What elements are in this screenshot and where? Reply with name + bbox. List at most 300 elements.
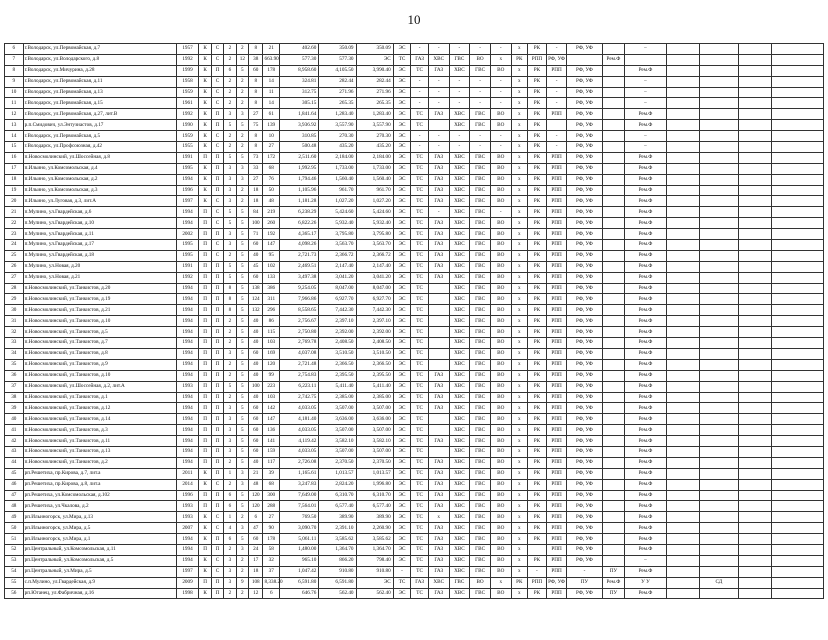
table-cell: ЭС	[393, 152, 411, 163]
table-cell	[602, 174, 625, 185]
table-row	[5, 436, 824, 447]
table-cell: х	[511, 501, 528, 512]
table-body	[5, 44, 824, 599]
row-number-cell: 21	[5, 207, 24, 218]
address-cell: п.Новосмолинский, ул.Танкистов, д.10	[23, 370, 176, 381]
table-cell: ТС	[411, 348, 429, 359]
table-cell	[739, 44, 772, 55]
table-cell	[772, 490, 824, 501]
table-cell	[772, 446, 824, 457]
table-cell	[699, 196, 738, 207]
table-cell: 2,721.73	[280, 250, 319, 261]
table-cell	[666, 65, 699, 76]
table-cell	[772, 152, 824, 163]
table-cell: П	[211, 392, 223, 403]
table-cell: ХВС	[449, 490, 470, 501]
table-cell: РПП	[546, 163, 567, 174]
table-cell: ЭС	[356, 577, 393, 588]
table-cell: 6	[224, 490, 236, 501]
table-cell: -	[428, 87, 449, 98]
table-cell: РК	[528, 44, 547, 55]
table-cell: 5	[236, 294, 248, 305]
table-cell: 2,184.00	[319, 152, 356, 163]
table-cell: РФ, УФ	[567, 152, 602, 163]
table-cell: х	[511, 370, 528, 381]
table-cell: П	[199, 490, 211, 501]
table-cell	[602, 327, 625, 338]
table-cell: 270.30	[356, 131, 393, 142]
table-cell: 3	[236, 174, 248, 185]
table-cell: Рем.Ф	[625, 294, 666, 305]
table-cell: РПП	[546, 327, 567, 338]
table-cell: ГВС	[470, 381, 491, 392]
table-cell: 8,958.60	[280, 65, 319, 76]
table-cell	[602, 403, 625, 414]
page-number: 10	[407, 12, 421, 27]
table-cell	[699, 152, 738, 163]
table-cell: 5	[236, 250, 248, 261]
table-cell	[666, 229, 699, 240]
table-cell: 6	[249, 512, 263, 523]
table-cell	[666, 120, 699, 131]
table-cell: ЭС	[393, 338, 411, 349]
table-row	[5, 338, 824, 349]
table-cell: ВО	[490, 261, 511, 272]
table-cell: ТС	[411, 523, 429, 534]
table-cell: 2	[224, 142, 236, 153]
table-cell: РК	[528, 512, 547, 523]
table-cell: ЭС	[393, 512, 411, 523]
table-cell	[772, 120, 824, 131]
table-cell	[772, 109, 824, 120]
table-cell: РФ, УФ	[567, 174, 602, 185]
table-row	[5, 54, 824, 65]
table-row	[5, 327, 824, 338]
table-cell	[666, 534, 699, 545]
table-cell: ХВС	[449, 261, 470, 272]
table-cell: П	[211, 370, 223, 381]
table-cell: Рем.Ф	[625, 479, 666, 490]
table-cell: РК	[528, 218, 547, 229]
table-cell	[699, 436, 738, 447]
table-row	[5, 44, 824, 55]
table-cell: Рем.Ф	[625, 490, 666, 501]
table-cell: ХВС	[449, 381, 470, 392]
table-cell: ГВС	[470, 392, 491, 403]
table-cell	[739, 142, 772, 153]
table-cell: П	[211, 163, 223, 174]
table-cell: РПП	[546, 544, 567, 555]
table-cell: 3	[224, 185, 236, 196]
address-cell: рп.Юганец, ул.Фабричная, д.16	[23, 588, 176, 599]
table-cell: РПП	[546, 207, 567, 218]
table-cell: 1,733.00	[356, 163, 393, 174]
table-cell: РФ, УФ	[567, 544, 602, 555]
table-cell: х	[511, 76, 528, 87]
table-cell	[739, 98, 772, 109]
table-cell: ХВС	[428, 577, 449, 588]
table-cell: ТС	[411, 446, 429, 457]
table-cell: 1,841.64	[280, 109, 319, 120]
table-cell: ХВС	[449, 446, 470, 457]
table-cell	[602, 283, 625, 294]
table-cell	[666, 305, 699, 316]
table-cell: х	[511, 87, 528, 98]
table-cell	[772, 218, 824, 229]
table-cell: ХВС	[449, 534, 470, 545]
table-cell	[772, 348, 824, 359]
table-cell: Рем.Ф	[625, 174, 666, 185]
table-cell: -	[546, 131, 567, 142]
table-row	[5, 457, 824, 468]
table-cell: С	[211, 566, 223, 577]
table-cell: 6	[224, 65, 236, 76]
table-cell: 1994	[176, 425, 199, 436]
table-cell: 7,966.86	[280, 294, 319, 305]
table-cell	[739, 523, 772, 534]
table-cell: П	[199, 338, 211, 349]
table-cell: ГВС	[470, 109, 491, 120]
table-cell: ВО	[490, 425, 511, 436]
table-cell	[772, 588, 824, 599]
table-cell: ГВС	[470, 446, 491, 457]
table-cell: С	[211, 250, 223, 261]
table-cell	[602, 109, 625, 120]
table-cell: х	[511, 348, 528, 359]
table-cell: Рем.Ф	[625, 446, 666, 457]
table-cell: -	[546, 98, 567, 109]
table-row	[5, 152, 824, 163]
table-cell: 40	[249, 457, 263, 468]
table-cell: Рем.Ф	[625, 523, 666, 534]
row-number-cell: 41	[5, 425, 24, 436]
table-cell	[699, 185, 738, 196]
table-cell: 2,392.00	[319, 327, 356, 338]
table-cell	[772, 359, 824, 370]
table-cell: К	[199, 65, 211, 76]
table-cell	[699, 348, 738, 359]
table-cell: 562.40	[356, 588, 393, 599]
table-cell	[772, 283, 824, 294]
table-cell: ХВС	[449, 163, 470, 174]
table-cell	[739, 436, 772, 447]
table-cell: РФ, УФ	[567, 446, 602, 457]
row-number-cell: 17	[5, 163, 24, 174]
table-cell: 5	[236, 403, 248, 414]
table-cell: -	[490, 131, 511, 142]
address-cell: п.Новосмолинский, ул.Танкистов, д.10	[23, 316, 176, 327]
table-cell: РК	[528, 436, 547, 447]
table-cell	[666, 436, 699, 447]
table-cell: -	[449, 87, 470, 98]
table-cell	[772, 457, 824, 468]
table-cell: ГВС	[470, 196, 491, 207]
table-cell: С	[211, 196, 223, 207]
table-cell: РК	[528, 250, 547, 261]
table-cell: П	[199, 261, 211, 272]
table-cell: 12	[249, 588, 263, 599]
table-cell	[699, 381, 738, 392]
table-cell: РПП	[546, 523, 567, 534]
table-cell	[772, 87, 824, 98]
table-cell: РФ, УФ	[567, 283, 602, 294]
table-cell	[666, 250, 699, 261]
table-cell: 910.80	[319, 566, 356, 577]
table-cell: 5	[236, 229, 248, 240]
table-cell	[428, 446, 449, 457]
table-cell: П	[199, 501, 211, 512]
table-cell	[602, 348, 625, 359]
table-cell: П	[211, 327, 223, 338]
table-cell	[428, 327, 449, 338]
table-cell: 1991	[176, 261, 199, 272]
table-cell: 40	[249, 250, 263, 261]
table-cell: РК	[528, 501, 547, 512]
table-cell: П	[199, 250, 211, 261]
table-cell	[739, 577, 772, 588]
table-cell: 159	[263, 446, 280, 457]
table-cell	[602, 544, 625, 555]
table-cell: 3	[224, 446, 236, 457]
table-cell	[739, 338, 772, 349]
table-row	[5, 403, 824, 414]
table-cell	[666, 174, 699, 185]
table-cell	[666, 370, 699, 381]
table-cell: ВО	[490, 490, 511, 501]
table-cell: 3,557.90	[356, 120, 393, 131]
table-cell: -	[449, 76, 470, 87]
table-cell: Рем.Ф	[625, 250, 666, 261]
table-cell	[739, 218, 772, 229]
table-cell	[699, 512, 738, 523]
table-cell: ЭС	[393, 196, 411, 207]
row-number-cell: 36	[5, 370, 24, 381]
table-cell: 1,027.20	[319, 196, 356, 207]
table-cell: -	[546, 142, 567, 153]
table-cell: ГАЗ	[428, 185, 449, 196]
table-cell	[699, 54, 738, 65]
table-cell: -	[393, 566, 411, 577]
table-cell	[666, 392, 699, 403]
table-row	[5, 250, 824, 261]
table-cell: 1958	[176, 76, 199, 87]
table-cell: П	[199, 327, 211, 338]
table-cell: РПП	[546, 152, 567, 163]
table-cell: 3	[236, 109, 248, 120]
table-cell: 1994	[176, 436, 199, 447]
table-cell: ВО	[490, 152, 511, 163]
table-cell: 5,411.40	[356, 381, 393, 392]
table-cell: 8	[224, 305, 236, 316]
table-cell: ВО	[490, 457, 511, 468]
table-cell	[739, 261, 772, 272]
table-cell: ГАЗ	[428, 479, 449, 490]
table-cell: 5	[236, 327, 248, 338]
table-cell: 1,283.40	[356, 109, 393, 120]
table-cell: –	[625, 131, 666, 142]
table-cell: Рем.Ф	[625, 544, 666, 555]
table-cell: ВО	[490, 283, 511, 294]
table-cell: 1991	[176, 152, 199, 163]
table-cell	[428, 348, 449, 359]
table-cell	[772, 207, 824, 218]
table-cell	[699, 272, 738, 283]
table-row	[5, 446, 824, 457]
table-cell: ГВС	[470, 555, 491, 566]
table-cell: ГВС	[470, 305, 491, 316]
table-cell	[739, 185, 772, 196]
table-cell: ЭС	[393, 207, 411, 218]
table-cell: 2,721.48	[280, 359, 319, 370]
table-cell: П	[211, 152, 223, 163]
table-cell: 2	[236, 87, 248, 98]
table-cell: ГАЗ	[411, 577, 429, 588]
row-number-cell: 12	[5, 109, 24, 120]
table-cell	[699, 338, 738, 349]
row-number-cell: 50	[5, 523, 24, 534]
table-cell	[699, 534, 738, 545]
table-cell: ХВС	[449, 218, 470, 229]
table-cell: ЭС	[393, 436, 411, 447]
table-cell: 2	[236, 131, 248, 142]
table-cell: -	[470, 87, 491, 98]
table-cell	[739, 468, 772, 479]
table-cell	[699, 163, 738, 174]
table-cell: РПП	[546, 185, 567, 196]
table-cell	[699, 501, 738, 512]
table-cell: 7,649.00	[280, 490, 319, 501]
table-cell: 5	[224, 272, 236, 283]
table-cell: х	[511, 588, 528, 599]
table-cell: -	[490, 44, 511, 55]
table-cell: 265.35	[319, 98, 356, 109]
table-cell: 6,822.26	[280, 218, 319, 229]
table-cell: 6,310.70	[356, 490, 393, 501]
table-cell: 60	[249, 436, 263, 447]
table-cell: ГВС	[470, 436, 491, 447]
table-cell: ХВС	[449, 250, 470, 261]
table-cell: 8	[249, 44, 263, 55]
row-number-cell: 10	[5, 87, 24, 98]
table-cell: х	[511, 392, 528, 403]
table-cell	[666, 131, 699, 142]
table-cell: П	[199, 207, 211, 218]
table-cell: С	[211, 142, 223, 153]
table-cell: РФ, УФ	[567, 44, 602, 55]
table-cell: РК	[528, 370, 547, 381]
table-cell	[699, 294, 738, 305]
table-cell	[772, 512, 824, 523]
table-cell: 910.80	[356, 566, 393, 577]
row-number-cell: 14	[5, 131, 24, 142]
table-cell: 3	[224, 163, 236, 174]
table-cell: х	[511, 240, 528, 251]
table-cell: Рем.Ф	[625, 338, 666, 349]
table-cell: ЭС	[393, 381, 411, 392]
table-cell: 40	[249, 316, 263, 327]
table-cell: -	[449, 142, 470, 153]
table-cell: ХВС	[449, 152, 470, 163]
table-cell: П	[211, 348, 223, 359]
table-cell: ЭС	[393, 185, 411, 196]
table-cell: 1957	[176, 44, 199, 55]
table-cell	[602, 131, 625, 142]
table-cell: 60	[249, 65, 263, 76]
table-cell: 3,582.10	[319, 436, 356, 447]
table-cell: 282.44	[356, 76, 393, 87]
table-cell: К	[199, 566, 211, 577]
table-cell: 5,411.40	[319, 381, 356, 392]
table-cell: 500.48	[280, 142, 319, 153]
table-cell: ВО	[490, 381, 511, 392]
table-cell: 1998	[176, 588, 199, 599]
table-cell	[666, 479, 699, 490]
table-cell: 2,742.75	[280, 392, 319, 403]
table-cell: 1995	[176, 250, 199, 261]
table-cell: РК	[528, 457, 547, 468]
table-cell: 402.60	[280, 44, 319, 55]
table-cell: 5	[236, 370, 248, 381]
table-cell	[772, 555, 824, 566]
table-cell: ЭС	[393, 501, 411, 512]
table-cell: 5	[236, 534, 248, 545]
table-cell: ВО	[490, 305, 511, 316]
table-cell: х	[511, 131, 528, 142]
row-number-cell: 48	[5, 501, 24, 512]
table-cell: Рем.Ф	[625, 196, 666, 207]
table-cell: 6	[224, 501, 236, 512]
table-cell	[602, 229, 625, 240]
table-cell: ГАЗ	[428, 163, 449, 174]
table-cell: 1994	[176, 370, 199, 381]
table-cell: П	[211, 109, 223, 120]
table-cell: 2009	[176, 577, 199, 588]
address-cell: рп.Ильиногорск, ул.Мира, д.13	[23, 512, 176, 523]
table-cell: ХВС	[449, 523, 470, 534]
address-cell: п.Новосмолинский, ул.Танкистов, д.5	[23, 327, 176, 338]
table-cell: 311	[263, 294, 280, 305]
row-number-cell: 52	[5, 544, 24, 555]
table-cell: РФ, УФ	[567, 523, 602, 534]
table-cell: ЭС	[356, 54, 393, 65]
table-cell: ХВС	[449, 370, 470, 381]
table-cell	[739, 109, 772, 120]
table-cell: 219	[263, 207, 280, 218]
table-cell: ЭС	[393, 457, 411, 468]
table-row	[5, 490, 824, 501]
row-number-cell: 29	[5, 294, 24, 305]
table-row	[5, 218, 824, 229]
table-cell: х	[490, 577, 511, 588]
table-cell: 4,033.05	[280, 403, 319, 414]
table-cell: –	[625, 142, 666, 153]
table-cell: РФ, УФ	[567, 457, 602, 468]
table-cell	[428, 316, 449, 327]
table-cell: ПУ	[602, 566, 625, 577]
table-cell: РК	[528, 588, 547, 599]
table-cell	[739, 54, 772, 65]
table-cell	[602, 87, 625, 98]
table-row	[5, 142, 824, 153]
table-cell: ГВС	[470, 316, 491, 327]
table-cell: -	[470, 76, 491, 87]
table-cell: РПП	[546, 512, 567, 523]
table-cell: ТС	[411, 338, 429, 349]
row-number-cell: 11	[5, 98, 24, 109]
table-cell: Рем.Ф	[625, 566, 666, 577]
address-cell: с.п.Мулино, ул.Гвардейская, д.9	[23, 577, 176, 588]
table-cell: РФ, УФ	[567, 359, 602, 370]
